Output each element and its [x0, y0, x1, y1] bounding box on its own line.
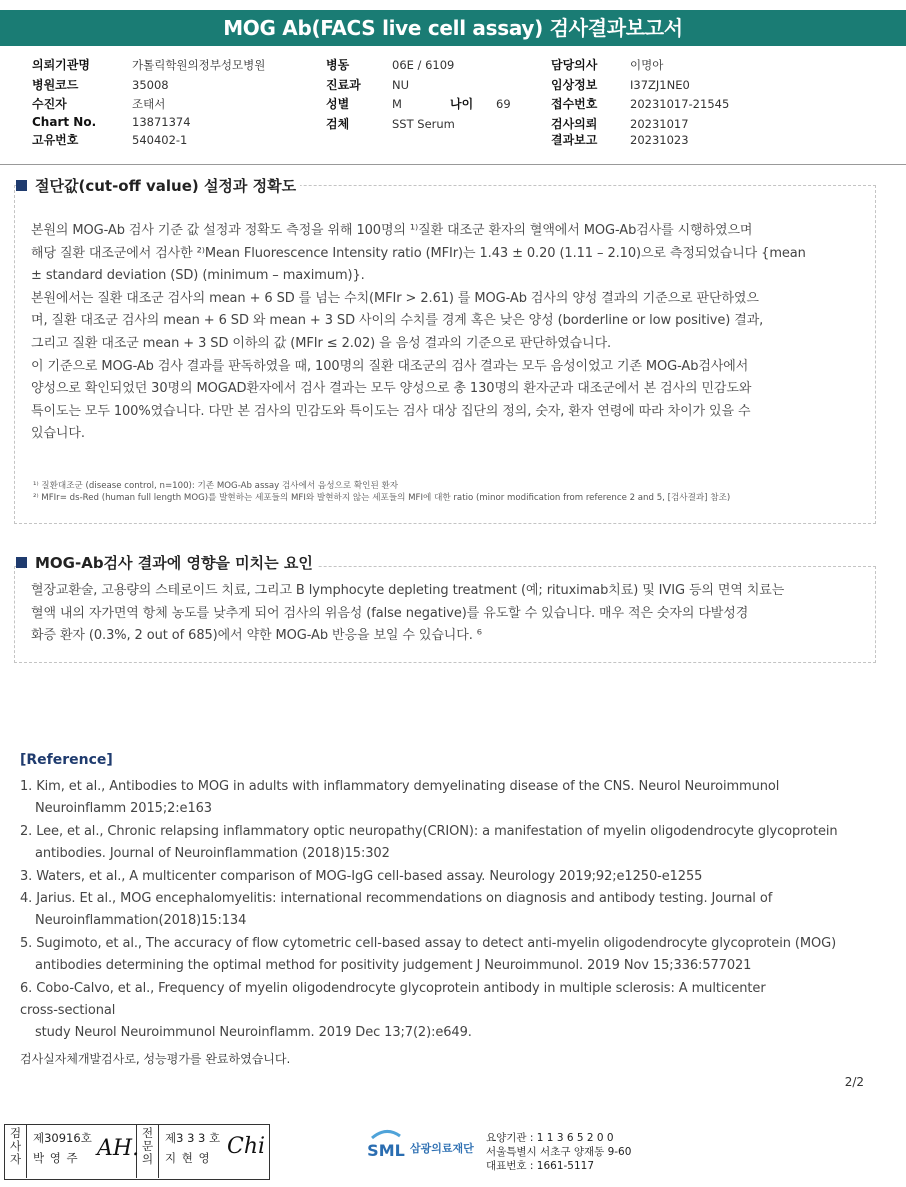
info-label: 병동	[326, 58, 350, 72]
footnote: ²⁾ MFIr= ds-Red (human full length MOG)를 발현하는 세포들의 MFI와 발현하지 않는 세포들의 MFI에 대한 ratio (minor modification from reference 2 and 5, [검사결과] 참조)	[33, 493, 731, 503]
info-value: 06E / 6109	[392, 58, 455, 72]
patient-info-col1	[32, 56, 265, 151]
info-value: 가톨릭학원의정부성모병원	[132, 58, 266, 72]
section2-heading-text: MOG-Ab검사 결과에 영향을 미치는 요인	[35, 554, 313, 572]
info-label: 접수번호	[551, 97, 598, 111]
section1-line: 있습니다.	[31, 426, 85, 442]
logo-text: SML	[367, 1141, 405, 1160]
info-label: 검체	[326, 116, 350, 131]
reference-item-cont: Neuroinflammation(2018)15:134	[35, 913, 247, 929]
doctor-cell	[159, 1125, 269, 1178]
section2-line: 혈액 내의 자가면역 항체 농도를 낮추게 되어 검사의 위음성 (false negative)를 유도할 수 있습니다. 매우 적은 숫자의 다발성경	[31, 605, 749, 621]
header-divider	[0, 164, 906, 165]
reference-item: 3. Waters, et al., A multicenter comparison of MOG-IgG cell-based assay. Neurology 2019;92;e1250-e1255	[20, 868, 703, 884]
section2-line: 혈장교환술, 고용량의 스테로이드 치료, 그리고 B lymphocyte depleting treatment (예; rituximab치료) 및 IVIG 등의 면역 치료는	[31, 583, 785, 598]
report-title: MOG Ab(FACS live cell assay) 검사결과보고서	[0, 10, 906, 46]
info-value: 조태서	[132, 97, 166, 111]
reference-item-cont: Neuroinflamm 2015;2:e163	[35, 801, 212, 817]
reference-item-cont: study Neurol Neuroimmunol Neuroinflamm. 2019 Dec 13;7(2):e649.	[35, 1025, 472, 1041]
section1-line: 본원에서는 질환 대조군 검사의 mean + 6 SD 를 넘는 수치(MFIr > 2.61) 를 MOG-Ab 검사의 양성 결과의 기준으로 판단하였으	[31, 290, 759, 306]
reference-item: 1. Kim, et al., Antibodies to MOG in adults with inflammatory demyelinating disease of the CNS. Neurol Neuroimmunol	[20, 779, 780, 794]
info-label: 수진자	[32, 97, 67, 111]
info-label: 담당의사	[551, 58, 598, 72]
reference-title: [Reference]	[20, 752, 113, 768]
info-label: 진료과	[326, 77, 361, 92]
info-label-age: 나이	[450, 97, 474, 111]
section1-line: 본원의 MOG-Ab 검사 기준 값 설정과 정확도 측정을 위해 100명의 ¹⁾질환 대조군 환자의 혈액에서 MOG-Ab검사를 시행하였으며	[31, 223, 753, 238]
signature-box	[4, 1124, 270, 1180]
section1-heading	[16, 175, 300, 196]
doctor-license: 제3 3 3 호	[165, 1131, 221, 1145]
info-label: 검사의뢰	[551, 116, 598, 131]
section2-line: 화증 환자 (0.3%, 2 out of 685)에서 약한 MOG-Ab 반응을 보일 수 있습니다. ⁶	[31, 628, 482, 644]
examiner-label-text: 검사자	[9, 1126, 22, 1166]
info-label: 결과보고	[551, 133, 598, 147]
info-value: M	[392, 97, 402, 111]
info-value: NU	[392, 77, 410, 92]
organization-info	[486, 1131, 631, 1173]
doctor-label	[137, 1125, 159, 1178]
reference-item: 4. Jarius. Et al., MOG encephalomyelitis: international recommendations on diagnosis and antibody testing. Journal of	[20, 891, 773, 907]
reference-item: 2. Lee, et al., Chronic relapsing inflammatory optic neuropathy(CRION): a manifestation of myelin oligodendrocyte glycoprotein	[20, 823, 838, 839]
section2-box	[14, 566, 876, 663]
section2-body	[31, 580, 871, 648]
info-value: 540402-1	[132, 133, 188, 147]
sml-logo-icon	[366, 1124, 406, 1164]
info-value: SST Serum	[392, 116, 455, 131]
info-label: 의뢰기관명	[32, 58, 90, 72]
info-value: 20231017	[630, 116, 689, 131]
examiner-label	[5, 1125, 27, 1178]
examiner-license: 제30916호	[33, 1131, 92, 1145]
info-label: 성별	[326, 97, 350, 111]
footnote: ¹⁾ 질환대조군 (disease control, n=100): 기존 MOG-Ab assay 검사에서 음성으로 확인된 환자	[33, 481, 399, 491]
info-value-age: 69	[496, 97, 511, 111]
section1-heading-text: 절단값(cut-off value) 설정과 정확도	[35, 177, 297, 195]
info-value: 20231017-21545	[630, 97, 730, 111]
patient-info-col3	[551, 56, 729, 151]
section1-line: ± standard deviation (SD) (minimum – maximum)}.	[31, 268, 365, 284]
examiner-name: 박 영 주	[33, 1151, 79, 1165]
reference-item: 5. Sugimoto, et al., The accuracy of flow cytometric cell-based assay to detect anti-myelin oligodendrocyte glycoprotein (MOG)	[20, 935, 837, 951]
section2-heading	[16, 552, 317, 573]
org-line: 요양기관 : 1 1 3 6 5 2 0 0	[486, 1132, 614, 1144]
doctor-name: 지 현 영	[165, 1151, 211, 1165]
info-value: 35008	[132, 77, 169, 92]
reference-item-cont: antibodies determining the optimal method for positivity judgement J Neuroimmunol. 2019 Nov 15;336:577021	[35, 958, 752, 974]
info-label: 병원코드	[32, 77, 79, 92]
reference-item-cont: cross-sectional	[20, 1003, 116, 1019]
info-value: 13871374	[132, 114, 191, 129]
info-value: I37ZJ1NE0	[630, 77, 690, 92]
section1-line: 특이도는 모두 100%였습니다. 다만 본 검사의 민감도와 특이도는 검사 대상 집단의 정의, 숫자, 환자 연령에 따라 차이가 있을 수	[31, 403, 751, 419]
info-value: 20231023	[630, 133, 689, 147]
org-line: 서울특별시 서초구 양재동 9-60	[486, 1146, 632, 1158]
logo-name: 삼광의료재단	[410, 1142, 474, 1155]
section1-body	[31, 220, 871, 446]
doctor-signature: Chi	[227, 1134, 266, 1159]
info-label: 임상정보	[551, 77, 598, 92]
heading-square-icon	[16, 557, 27, 568]
info-label: 고유번호	[32, 133, 79, 147]
examiner-signature: AH.	[97, 1136, 140, 1161]
section1-line: 해당 질환 대조군에서 검사한 ²⁾Mean Fluorescence Intensity ratio (MFIr)는 1.43 ± 0.20 (1.11 – 2.10)으로 측정되었습니다 {mean	[31, 245, 806, 261]
section1-line: 며, 질환 대조군 검사의 mean + 6 SD 와 mean + 3 SD 사이의 수치를 경계 혹은 낮은 양성 (borderline or low positive) 결과,	[31, 313, 764, 329]
examiner-cell	[27, 1125, 140, 1178]
section1-line: 양성으로 확인되었던 30명의 MOGAD환자에서 검사 결과는 모두 양성으로 총 130명의 환자군과 대조군에서 본 검사의 민감도와	[31, 381, 752, 397]
org-line: 대표번호 : 1661-5117	[486, 1160, 595, 1172]
doctor-label-text: 전문의	[141, 1126, 154, 1166]
patient-info	[0, 56, 906, 152]
completion-note: 검사실자체개발검사로, 성능평가를 완료하였습니다.	[20, 1052, 291, 1066]
info-value: 이명아	[630, 58, 664, 72]
reference-list	[20, 776, 880, 1045]
section1-line: 이 기준으로 MOG-Ab 검사 결과를 판독하였을 때, 100명의 질환 대조군의 검사 결과는 모두 음성이었고 기존 MOG-Ab검사에서	[31, 358, 749, 374]
patient-info-col2	[326, 56, 511, 134]
reference-item-cont: antibodies. Journal of Neuroinflammation (2018)15:302	[35, 846, 390, 862]
reference-item: 6. Cobo-Calvo, et al., Frequency of myelin oligodendrocyte glycoprotein antibody in multiple sclerosis: A multicenter	[20, 980, 766, 996]
page-number: 2/2	[844, 1075, 864, 1089]
heading-square-icon	[16, 180, 27, 191]
section1-line: 그리고 질환 대조군 mean + 3 SD 이하의 값 (MFIr ≤ 2.02) 을 음성 결과의 기준으로 판단하였습니다.	[31, 335, 612, 351]
section1-box	[14, 185, 876, 524]
info-label: Chart No.	[32, 114, 97, 129]
